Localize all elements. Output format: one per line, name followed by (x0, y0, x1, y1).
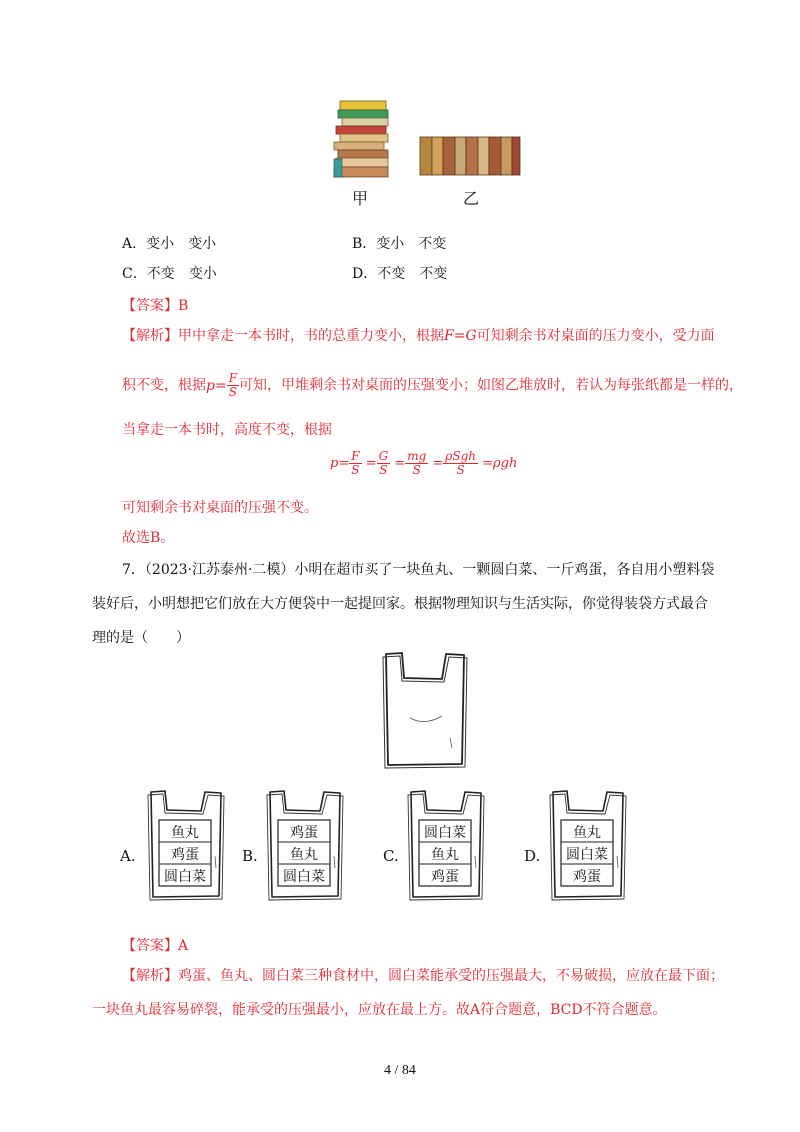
q6-analysis-line3: 当拿走一本书时，高度不变，根据 (122, 422, 332, 438)
option-d: D．不变 不变 (352, 266, 448, 282)
fraction-f-over-s (349, 450, 361, 477)
answer-value: B (178, 298, 189, 314)
formula-f-equals-g: F=G (444, 328, 477, 344)
bag-d-middle-item: 圆白菜 (566, 847, 608, 863)
fraction-numerator: F (351, 449, 360, 463)
q7-analysis-line2: 一块鱼丸最容易碎裂，能承受的压强最小，应放在最上方。故A符合题意，BCD不符合题意。 (92, 1002, 667, 1018)
q6-analysis-line5: 故选B。 (122, 530, 175, 546)
fraction-g-over-s (377, 450, 391, 477)
q6-analysis-line2 (122, 372, 743, 399)
bag-a-top-item: 鱼丸 (171, 825, 199, 841)
fraction-denominator: S (228, 385, 237, 399)
q6-analysis-line1 (122, 326, 715, 346)
analysis-text: 积不变，根据 (122, 377, 206, 394)
fraction-numerator: G (378, 449, 389, 463)
page-number: 4 / 84 (384, 1063, 416, 1078)
q7-stem-line2: 装好后，小明想把它们放在大方便袋中一起提回家。根据物理知识与生活实际，你觉得装袋方式最合 (92, 596, 708, 612)
fraction-f-over-s (227, 372, 239, 399)
q7-stem-line1: 7．（2023·江苏泰州·二模）小明在超市买了一块鱼丸、一颗圆白菜、一斤鸡蛋，各自用小塑料袋 (122, 562, 715, 578)
analysis-text: 鸡蛋、鱼丸、圆白菜三种食材中，圆白菜能承受的压强最大，不易破损，应放在最下面； (178, 968, 724, 984)
analysis-tag: 【解析】 (122, 328, 178, 344)
q7-analysis-line1 (122, 966, 724, 986)
analysis-text: 甲中拿走一本书时，书的总重力变小，根据 (178, 328, 444, 344)
answer-tag: 【答案】 (122, 298, 178, 314)
analysis-text: 可知剩余书对桌面的压力变小，受力面 (476, 328, 715, 344)
answer-tag: 【答案】 (122, 938, 178, 954)
bag-b-bottom-item: 圆白菜 (283, 869, 325, 885)
answer-value: A (178, 938, 189, 954)
bag-b-middle-item: 鱼丸 (290, 847, 318, 863)
option-b: B．变小 不变 (352, 236, 447, 252)
fraction-rhosgh-over-s (443, 450, 478, 477)
fraction-denominator: S (412, 463, 421, 477)
bag-c-bottom-item: 鸡蛋 (431, 869, 459, 885)
fraction-denominator: S (351, 463, 360, 477)
pressure-formula (206, 371, 239, 399)
fraction-denominator: S (379, 463, 388, 477)
figure-label-jia: 甲 (352, 189, 369, 208)
analysis-text: 可知，甲堆剩余书对桌面的压强变小；如图乙堆放时，若认为每张纸都是一样的， (239, 377, 744, 394)
fraction-denominator: S (456, 463, 465, 477)
figure-label-yi: 乙 (463, 189, 480, 208)
books-figure (330, 95, 530, 185)
bag-c-top-item: 圆白菜 (424, 825, 466, 841)
analysis-tag: 【解析】 (122, 968, 178, 984)
q7-answer (122, 936, 188, 956)
standing-books-illustration (420, 137, 520, 175)
fraction-mg-over-s (405, 450, 428, 477)
option-a: A．变小 变小 (122, 236, 217, 252)
formula-rho-g-h: ρgh (493, 456, 518, 471)
bag-c-middle-item: 鱼丸 (431, 847, 459, 863)
formula-p-equals: p= (206, 377, 227, 394)
q7-stem-line3: 理的是（ ） (92, 630, 190, 646)
q6-analysis-line4: 可知剩余书对桌面的压强不变。 (122, 500, 318, 516)
stacked-books-illustration (334, 101, 388, 177)
bag-option-letter: C. (383, 847, 399, 865)
fraction-numerator: mg (407, 449, 427, 463)
bag-option-letter: A. (120, 847, 136, 865)
fraction-numerator: F (228, 371, 238, 385)
bag-b-top-item: 鸡蛋 (290, 825, 318, 841)
empty-shopping-bag-illustration (380, 648, 470, 773)
bag-a-bottom-item: 圆白菜 (164, 869, 206, 885)
q6-answer (122, 296, 188, 316)
fraction-numerator: ρSgh (445, 449, 476, 463)
formula-p-equals: p= (330, 456, 350, 471)
bag-a-middle-item: 鸡蛋 (171, 847, 199, 863)
bag-d-top-item: 鱼丸 (573, 825, 601, 841)
bag-d-bottom-item: 鸡蛋 (573, 869, 601, 885)
pressure-derivation-equation: p= $\frac{F}{S}$ = $\frac{G}{S}$ = $\frac{mg}{S}$ = $\frac{\text{ρSgh}}{S}$ =ρgh (330, 449, 518, 477)
bag-option-letter: B. (242, 847, 258, 865)
bag-option-letter: D. (524, 847, 541, 865)
option-c: C．不变 变小 (122, 266, 217, 282)
